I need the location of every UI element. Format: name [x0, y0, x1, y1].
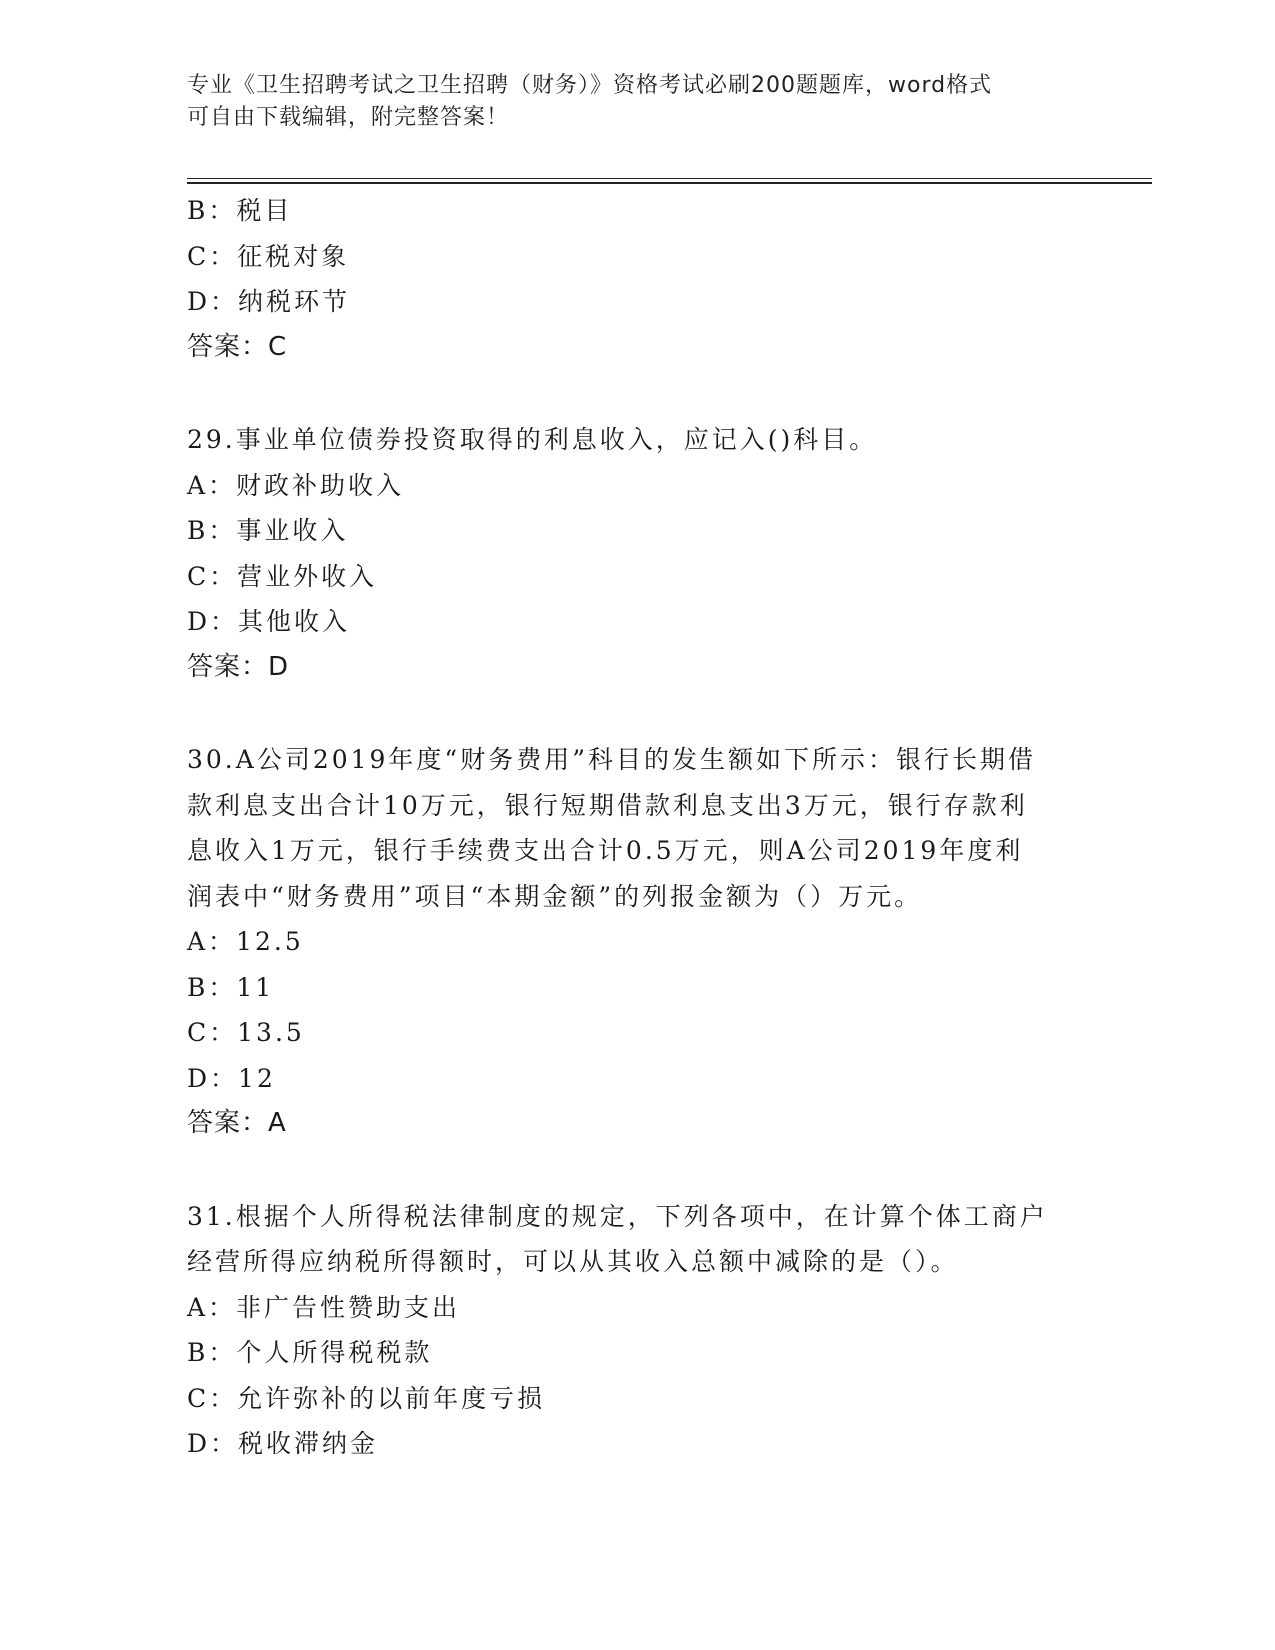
option-d: D：其他收入 [187, 607, 351, 636]
answer: 答案：C [187, 331, 288, 362]
option-c: C：13.5 [187, 1018, 305, 1047]
question-31 [187, 1194, 1092, 1467]
question-29 [187, 417, 1092, 690]
previous-question-tail [187, 188, 1092, 370]
answer: 答案：D [187, 651, 290, 682]
question-30 [187, 737, 1092, 1147]
option-b: B：税目 [187, 196, 293, 225]
option-d: D：12 [187, 1063, 276, 1093]
question-text-line: 息收入1万元，银行手续费支出合计0.5万元，则A公司2019年度利 [187, 836, 1024, 865]
document-header [187, 70, 1067, 134]
option-b: B：11 [187, 972, 275, 1002]
header-divider-thin [187, 178, 1152, 179]
option-b: B：个人所得税税款 [187, 1338, 433, 1367]
option-a: A：非广告性赞助支出 [187, 1292, 461, 1322]
question-text-line: 30.A公司2019年度“财务费用”科目的发生额如下所示：银行长期借 [187, 745, 1036, 774]
question-text-line: 31.根据个人所得税法律制度的规定，下列各项中，在计算个体工商户 [187, 1201, 1048, 1231]
header-line-1: 专业《卫生招聘考试之卫生招聘（财务）》资格考试必刷200题题库，word格式 [187, 73, 993, 98]
option-d: D：税收滞纳金 [187, 1429, 379, 1458]
option-b: B：事业收入 [187, 516, 349, 545]
option-a: A：财政补助收入 [187, 470, 405, 500]
question-list [187, 188, 1092, 1467]
question-text: 29.事业单位债券投资取得的利息收入，应记入()科目。 [187, 425, 878, 454]
question-text-line: 款利息支出合计10万元，银行短期借款利息支出3万元，银行存款利 [187, 790, 1028, 820]
option-c: C：允许弥补的以前年度亏损 [187, 1383, 546, 1413]
option-a: A：12.5 [187, 927, 304, 956]
header-divider-thick [187, 182, 1152, 184]
answer: 答案：A [187, 1108, 287, 1138]
spacer [187, 690, 1092, 737]
question-text-line: 经营所得应纳税所得额时，可以从其收入总额中减除的是（）。 [187, 1247, 959, 1276]
question-text-line: 润表中“财务费用”项目“本期金额”的列报金额为（）万元。 [187, 881, 923, 911]
spacer [187, 370, 1092, 417]
spacer [187, 1147, 1092, 1194]
option-d: D：纳税环节 [187, 287, 351, 316]
option-c: C：营业外收入 [187, 561, 378, 591]
header-line-2: 可自由下载编辑，附完整答案！ [187, 105, 510, 130]
option-c: C：征税对象 [187, 241, 350, 271]
